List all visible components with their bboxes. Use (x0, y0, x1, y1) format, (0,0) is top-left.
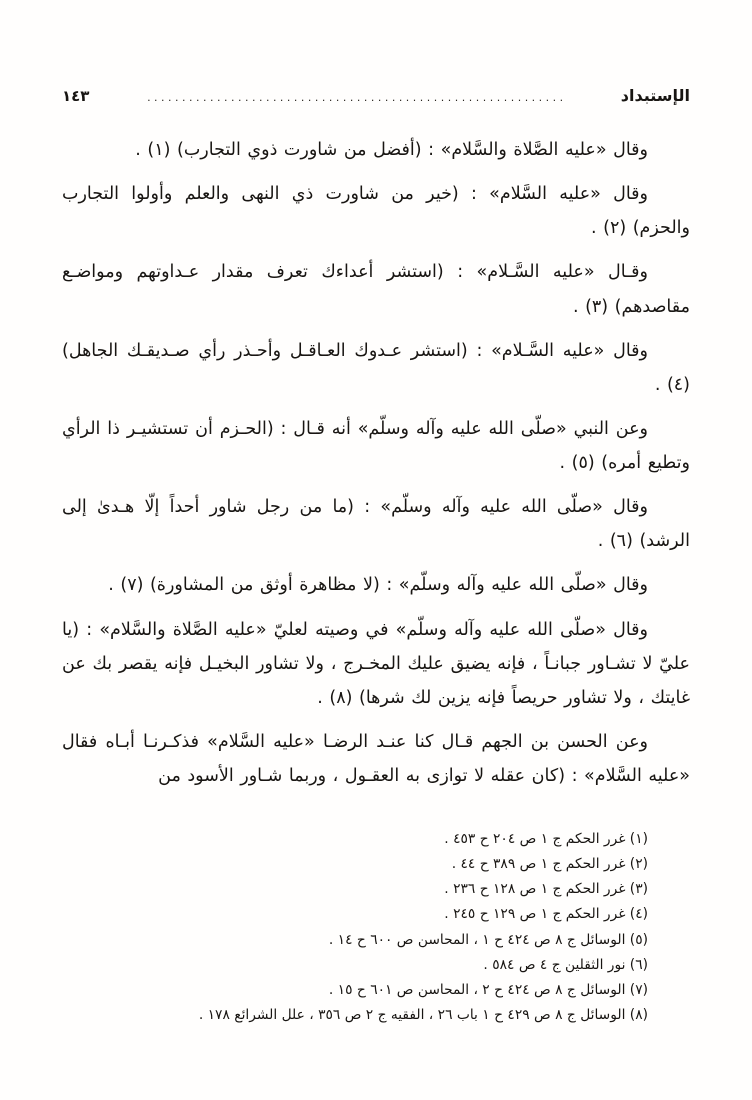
body-text (62, 133, 690, 793)
body-paragraph: وعن النبي «صلّى الله عليه وآله وسلّم» أنه قـال : (الحـزم أن تستشيـر ذا الرأي وتطيع أمره) (٥) . (62, 418, 690, 473)
footnote: (٦) نور الثقلين ج ٤ ص ٥٨٤ . (483, 956, 648, 973)
body-paragraph: وقال «صلّى الله عليه وآله وسلّم» في وصيته لعليّ «عليه الصَّلاة والسَّلام» : (يا عليّ لا تشـاور جبانـاً ، فإنه يضيق عليك المخـرج ، ولا تشاور البخيـل فإنه يقصر بك عن غايتك ، ولا تشاور حريصاً فإنه يزين لك شرها) (٨) . (62, 619, 690, 708)
body-paragraph: وعن الحسن بن الجهم قـال كنا عنـد الرضـا «عليه السَّلام» فذكـرنـا أبـاه فقال «عليه السَّلام» : (كان عقله لا توازى به العقـول ، وربما شـاور الأسود من (62, 731, 690, 786)
dotted-leader: . . . . . . . . . . . . . . . . . . . . . . . . . . . . . . . . . . . . . . . . . . . . . . . . . . . . . . . . . . . . (147, 91, 564, 104)
body-paragraph: وقال «عليه السَّلام» : (خير من شاورت ذي النهى والعلم وأولوا التجارب والحزم) (٢) . (62, 184, 690, 239)
footnote: (٢) غرر الحكم ج ١ ص ٣٨٩ ح ٤٤ . (451, 856, 648, 873)
page-number: ١٤٣ (62, 87, 90, 105)
footnote: (٧) الوسائل ج ٨ ص ٤٢٤ ح ٢ ، المحاسن ص ٦٠١ ح ١٥ . (328, 981, 648, 998)
body-paragraph: وقال «صلّى الله عليه وآله وسلّم» : (ما من رجل شاور أحداً إلّا هـدىٰ إلى الرشد) (٦) . (62, 497, 690, 552)
chapter-title: الإستبداد (620, 86, 690, 105)
body-paragraph: وقال «عليه السَّـلام» : (استشر عـدوك العـاقـل وأحـذر رأي صـديقـك الجاهل) (٤) . (62, 340, 690, 395)
footnote: (٥) الوسائل ج ٨ ص ٤٢٤ ح ١ ، المحاسن ص ٦٠٠ ح ١٤ . (328, 931, 648, 948)
body-paragraph: وقال «صلّى الله عليه وآله وسلّم» : (لا مظاهرة أوثق من المشاورة) (٧) . (108, 575, 648, 596)
footnote: (٣) غرر الحكم ج ١ ص ١٢٨ ح ٢٣٦ . (444, 881, 648, 898)
page-header (62, 86, 690, 105)
footnote: (٨) الوسائل ج ٨ ص ٤٢٩ ح ١ باب ٢٦ ، الفقيه ج ٢ ص ٣٥٦ ، علل الشرائع ١٧٨ . (198, 1006, 648, 1023)
footnote: (١) غرر الحكم ج ١ ص ٢٠٤ ح ٤٥٣ . (444, 831, 648, 848)
body-paragraph: وقـال «عليه السَّـلام» : (استشر أعداءك تعرف مقدار عـداوتهم ومواضـع مقاصدهم) (٣) . (62, 262, 690, 317)
footnotes-section (62, 827, 690, 1028)
footnote: (٤) غرر الحكم ج ١ ص ١٢٩ ح ٢٤٥ . (444, 906, 648, 923)
body-paragraph: وقال «عليه الصَّلاة والسَّلام» : (أفضل من شاورت ذوي التجارب) (١) . (135, 140, 648, 160)
